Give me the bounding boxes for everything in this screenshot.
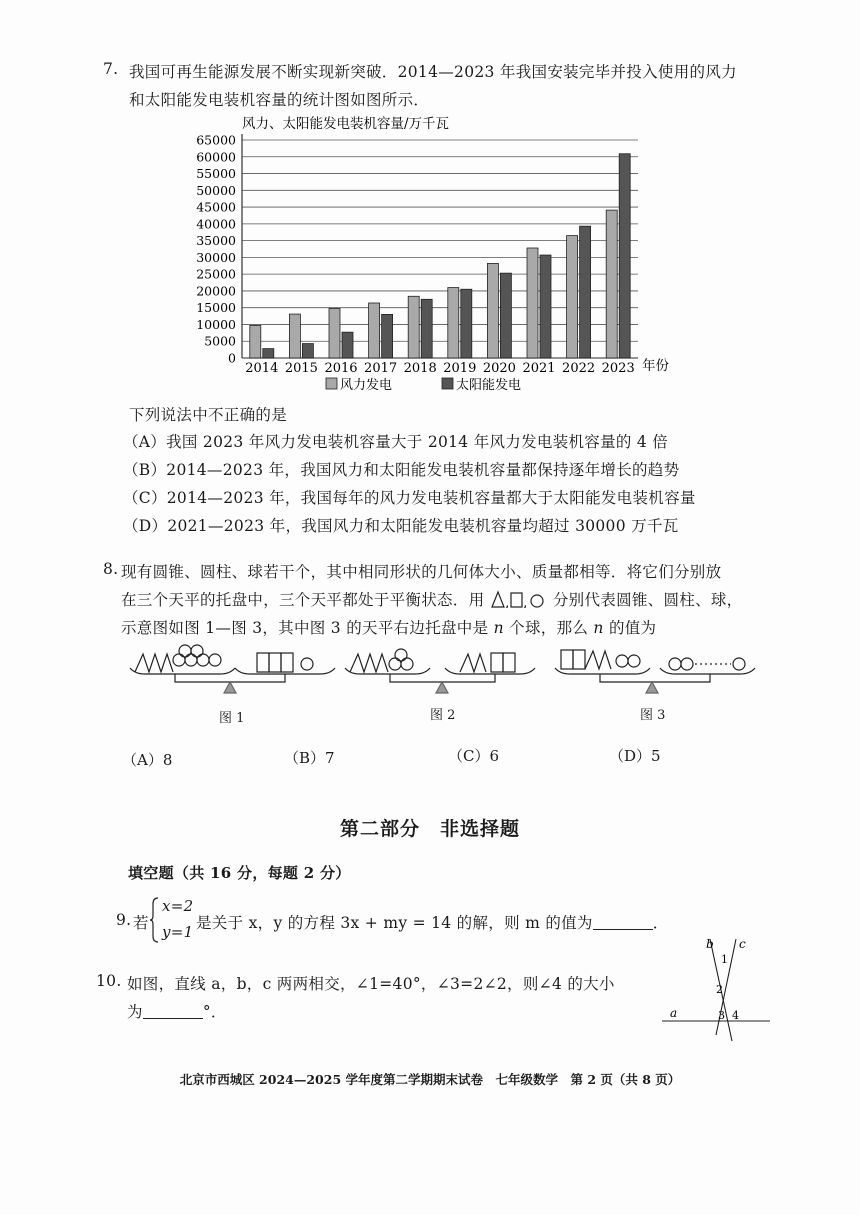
balance-fig1 xyxy=(130,645,335,693)
fig3-label: 图 3 xyxy=(640,708,666,723)
balance-figures xyxy=(125,640,785,700)
bar-solar xyxy=(342,332,353,358)
label-c: c xyxy=(739,937,746,951)
q8-text-line3 xyxy=(121,616,656,638)
q8-text-line3-c: 的值为 xyxy=(608,619,657,637)
x-tick-label: 2016 xyxy=(324,361,358,376)
q9-brace-icon xyxy=(150,896,160,944)
q10-number: 10. xyxy=(96,972,122,990)
q10-text-line2 xyxy=(127,1000,227,1022)
q9-eq2: y=1 xyxy=(162,923,194,941)
q9-number: 9. xyxy=(116,911,132,929)
bar-solar xyxy=(500,273,511,358)
legend-label: 太阳能发电 xyxy=(456,378,522,393)
x-tick-label: 2019 xyxy=(443,361,477,376)
q8-text-line3-a: 示意图如图 1—图 3，其中图 3 的天平右边托盘中是 xyxy=(121,619,489,637)
bar-wind xyxy=(448,288,459,358)
y-tick-label: 20000 xyxy=(196,283,236,299)
q10-answer-blank[interactable] xyxy=(143,1004,203,1020)
cylinder-icon xyxy=(511,593,522,607)
bar-solar xyxy=(302,344,313,358)
x-tick-label: 2022 xyxy=(562,361,596,376)
legend-swatch xyxy=(442,378,453,389)
bar-wind xyxy=(408,296,419,358)
y-tick-label: 60000 xyxy=(196,149,236,165)
y-tick-label: 15000 xyxy=(196,300,236,316)
label-4: 4 xyxy=(732,1009,739,1022)
bar-wind xyxy=(289,314,300,358)
q9-ruo: 若 xyxy=(133,914,149,932)
x-tick-label: 2020 xyxy=(482,361,516,376)
q7-prompt: 下列说法中不正确的是 xyxy=(129,406,288,424)
y-tick-label: 35000 xyxy=(196,233,236,249)
x-tick-label: 2017 xyxy=(364,361,398,376)
q10-text-line2-b: °． xyxy=(202,1003,227,1021)
q7-option-c[interactable]: （C）2014—2023 年，我国每年的风力发电装机容量都大于太阳能发电装机容量 xyxy=(123,489,696,507)
x-tick-label: 2023 xyxy=(601,361,635,376)
bar-solar xyxy=(580,226,591,358)
x-tick-label: 2014 xyxy=(245,361,279,376)
x-tick-label: 2018 xyxy=(403,361,437,376)
bar-wind xyxy=(606,210,617,358)
q10-lines-diagram xyxy=(660,935,780,1045)
q9-eq1: x=2 xyxy=(162,897,194,915)
q10-text-line1: 如图，直线 a，b，c 两两相交，∠1=40°，∠3=2∠2，则∠4 的大小 xyxy=(127,975,615,993)
q8-option-b[interactable]: （B）7 xyxy=(284,749,335,767)
bar-wind xyxy=(567,236,578,358)
fig2-label: 图 2 xyxy=(430,708,456,723)
bar-wind xyxy=(487,263,498,358)
y-tick-label: 55000 xyxy=(196,166,236,182)
bar-solar xyxy=(461,289,472,358)
label-2: 2 xyxy=(716,983,723,996)
y-tick-label: 30000 xyxy=(196,249,236,265)
q7-option-b[interactable]: （B）2014—2023 年，我国风力和太阳能发电装机容量都保持逐年增长的趋势 xyxy=(123,461,680,479)
chart-ylabel: 风力、太阳能发电装机容量/万千瓦 xyxy=(242,116,450,132)
label-1: 1 xyxy=(721,953,728,966)
page-footer: 北京市西城区 2024—2025 学年度第二学期期末试卷 七年级数学 第 2 页（共 8 页） xyxy=(179,1072,681,1087)
q8-option-a[interactable]: （A）8 xyxy=(122,751,173,769)
bar-wind xyxy=(329,308,340,358)
x-tick-label: 2015 xyxy=(284,361,318,376)
bar-solar xyxy=(382,314,393,358)
y-tick-label: 10000 xyxy=(196,316,236,332)
q8-option-c[interactable]: （C）6 xyxy=(448,747,500,765)
y-tick-label: 45000 xyxy=(196,199,236,215)
legend-swatch xyxy=(326,378,337,389)
svg-text:,: , xyxy=(504,595,510,608)
q7-text-line1: 我国可再生能源发展不断实现新突破．2014—2023 年我国安装完毕并投入使用的风力 xyxy=(129,63,737,81)
fill-in-heading: 填空题（共 16 分，每题 2 分） xyxy=(128,864,351,882)
bar-solar xyxy=(540,255,551,358)
sphere-icon xyxy=(531,595,543,607)
label-b: b xyxy=(706,937,714,951)
svg-text:,: , xyxy=(522,595,528,608)
q8-var-n: n xyxy=(493,619,504,637)
q7-number: 7. xyxy=(103,60,119,78)
legend-label: 风力发电 xyxy=(340,378,393,393)
q9-text-end: ． xyxy=(652,914,669,932)
fig1-label: 图 1 xyxy=(219,711,245,726)
q10-text-line2-a: 为 xyxy=(127,1003,143,1021)
label-3: 3 xyxy=(718,1009,725,1022)
q8-option-d[interactable]: （D）5 xyxy=(609,747,661,765)
q9-answer-blank[interactable] xyxy=(593,915,653,931)
q8-text-line2 xyxy=(121,588,742,610)
y-tick-label: 25000 xyxy=(196,266,236,282)
q8-text-line2-a: 在三个天平的托盘中，三个天平都处于平衡状态．用 xyxy=(121,591,485,609)
q7-option-d[interactable]: （D）2021—2023 年，我国风力和太阳能发电装机容量均超过 30000 万千瓦 xyxy=(123,517,679,535)
bar-solar xyxy=(619,154,630,358)
q9-text xyxy=(196,911,669,933)
y-tick-label: 65000 xyxy=(196,132,236,148)
q8-number: 8. xyxy=(103,560,119,578)
balance-fig3 xyxy=(555,650,755,693)
y-tick-label: 50000 xyxy=(196,182,236,198)
label-a: a xyxy=(670,1006,678,1020)
cone-icon xyxy=(492,592,504,607)
bar-wind xyxy=(527,248,538,358)
q9-text-body: 是关于 x，y 的方程 3x + my = 14 的解，则 m 的值为 xyxy=(196,914,593,932)
part2-title: 第二部分 非选择题 xyxy=(339,818,520,840)
bar-solar xyxy=(421,299,432,358)
y-tick-label: 0 xyxy=(228,350,236,366)
q8-var-n-2: n xyxy=(593,619,604,637)
bar-wind xyxy=(369,303,380,358)
capacity-bar-chart xyxy=(190,112,690,398)
y-tick-label: 40000 xyxy=(196,216,236,232)
bar-wind xyxy=(250,325,261,358)
q7-text-line2: 和太阳能发电装机容量的统计图如图所示． xyxy=(129,91,430,109)
x-tick-label: 2021 xyxy=(522,361,556,376)
q8-text-line3-b: 个球，那么 xyxy=(509,619,589,637)
symbols-icon xyxy=(490,590,548,608)
bar-solar xyxy=(263,349,274,358)
q8-text-line1: 现有圆锥、圆柱、球若干个，其中相同形状的几何体大小、质量都相等．将它们分别放 xyxy=(121,563,722,581)
chart-xlabel: 年份 xyxy=(642,358,669,374)
q8-text-line2-b: 分别代表圆锥、圆柱、球， xyxy=(552,591,743,609)
y-tick-label: 5000 xyxy=(204,333,236,349)
q7-option-a[interactable]: （A）我国 2023 年风力发电装机容量大于 2014 年风力发电装机容量的 4 倍 xyxy=(123,433,669,451)
balance-fig2 xyxy=(345,649,535,693)
